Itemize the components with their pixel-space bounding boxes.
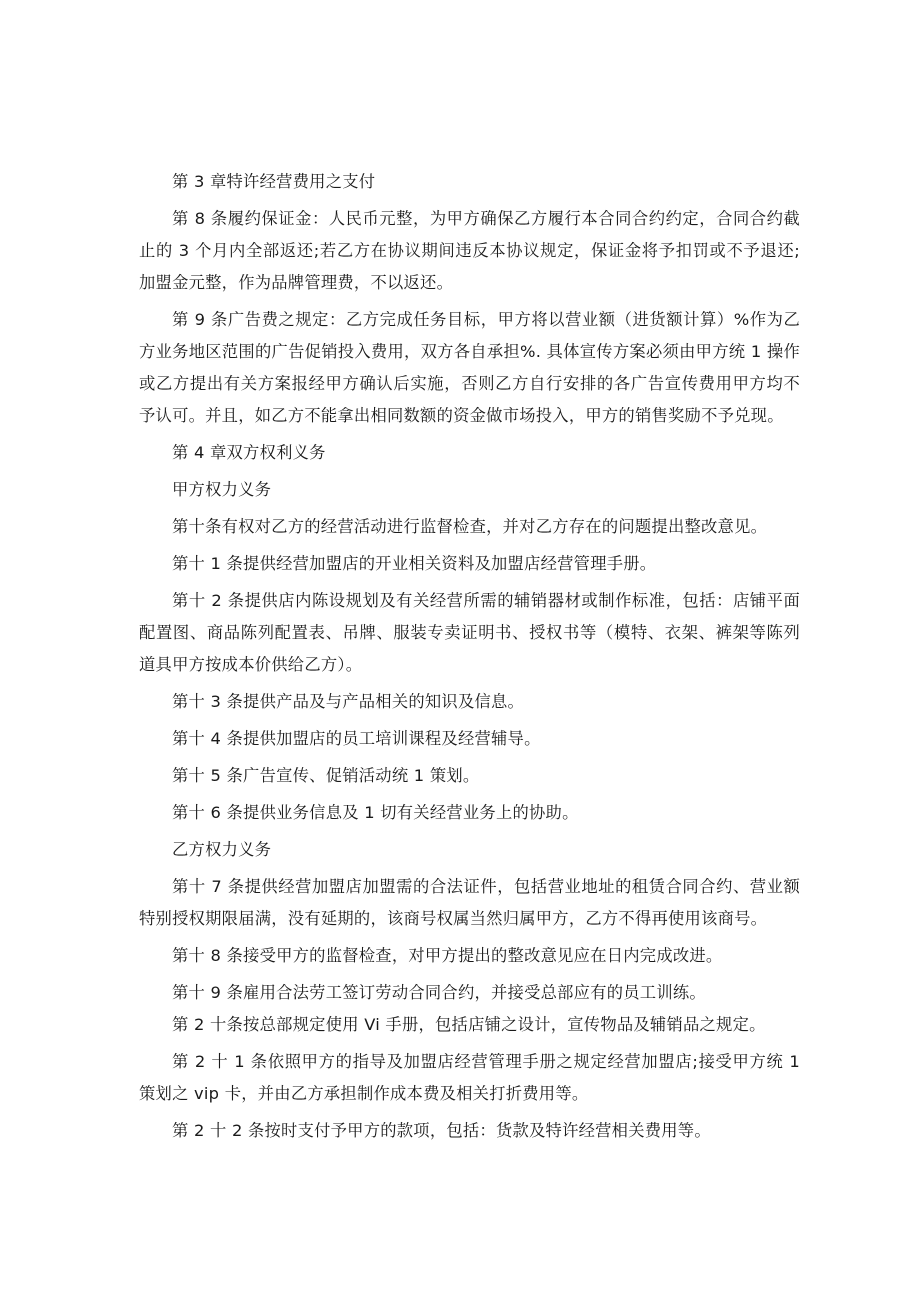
article-paragraph: 第十 6 条提供业务信息及 1 切有关经营业务上的协助。 [172, 803, 579, 822]
article-paragraph: 第十 5 条广告宣传、促销活动统 1 策划。 [172, 766, 480, 785]
article-paragraph: 第十 9 条雇用合法劳工签订劳动合同合约，并接受总部应有的员工训练。 [172, 983, 706, 1002]
article-paragraph: 第十 8 条接受甲方的监督检查，对甲方提出的整改意见应在日内完成改进。 [172, 946, 723, 965]
article-paragraph: 第十 4 条提供加盟店的员工培训课程及经营辅导。 [172, 729, 541, 748]
article-paragraph: 第十条有权对乙方的经营活动进行监督检查，并对乙方存在的问题提出整改意见。 [172, 517, 768, 536]
chapter-heading: 第 3 章特许经营费用之支付 [172, 172, 376, 191]
article-paragraph: 第十 7 条提供经营加盟店加盟需的合法证件，包括营业地址的租赁合同合约、营业额特别授权期限届满，没有延期的，该商号权属当然归属甲方，乙方不得再使用该商号。 [139, 877, 800, 928]
article-paragraph: 第十 1 条提供经营加盟店的开业相关资料及加盟店经营管理手册。 [172, 554, 657, 573]
article-paragraph: 第 9 条广告费之规定：乙方完成任务目标，甲方将以营业额（进货额计算）%作为乙方业务地区范围的广告促销投入费用，双方各自承担%. 具体宣传方案必须由甲方统 1 操作或乙方提出有关方案报经甲方确认后实施，否则乙方自行安排的各广告宣传费用甲方均不予认可。并且，如乙方不能拿出相同数额的资金做市场投入，甲方的销售奖励不予兑现。 [139, 310, 800, 425]
chapter-heading: 第 4 章双方权利义务 [172, 443, 326, 462]
article-paragraph: 第 2 十 1 条依照甲方的指导及加盟店经营管理手册之规定经营加盟店;接受甲方统 1 策划之 vip 卡，并由乙方承担制作成本费及相关打折费用等。 [139, 1052, 800, 1103]
article-paragraph: 第 8 条履约保证金：人民币元整，为甲方确保乙方履行本合同合约约定，合同合约截止的 3 个月内全部返还;若乙方在协议期间违反本协议规定，保证金将予扣罚或不予退还;加盟金元整，作为品牌管理费，不以返还。 [139, 209, 800, 292]
article-paragraph: 第十 3 条提供产品及与产品相关的知识及信息。 [172, 692, 525, 711]
section-heading: 乙方权力义务 [172, 840, 272, 859]
section-heading: 甲方权力义务 [172, 480, 272, 499]
article-paragraph: 第十 2 条提供店内陈设规划及有关经营所需的辅销器材或制作标准，包括：店铺平面配置图、商品陈列配置表、吊牌、服装专卖证明书、授权书等（模特、衣架、裤架等陈列道具甲方按成本价供给乙方）。 [139, 591, 800, 674]
article-paragraph: 第 2 十条按总部规定使用 Vi 手册，包括店铺之设计，宣传物品及辅销品之规定。 [172, 1015, 766, 1034]
article-paragraph: 第 2 十 2 条按时支付予甲方的款项，包括：货款及特许经营相关费用等。 [172, 1121, 711, 1140]
document-body [139, 166, 800, 1147]
